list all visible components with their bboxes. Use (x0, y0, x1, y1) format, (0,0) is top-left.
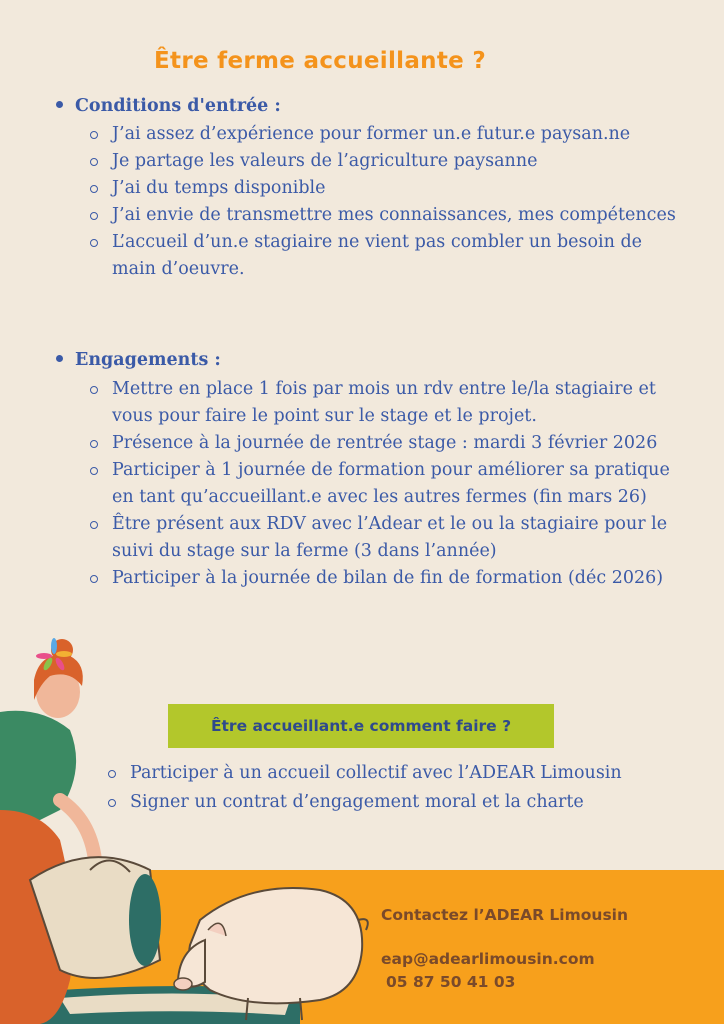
contact-title: Contactez l’ADEAR Limousin (381, 906, 629, 924)
contact-phone[interactable]: 05 87 50 41 03 (386, 973, 516, 991)
conditions-heading (56, 96, 281, 116)
list-item-text: Mettre en place 1 fois par mois un rdv entre le/la stagiaire et vous pour faire le point sur le stage et le projet. (112, 379, 656, 426)
list-item (90, 229, 690, 283)
list-item-text: J’ai envie de transmettre mes connaissances, mes compétences (112, 205, 676, 225)
arm-shape (60, 800, 95, 860)
list-item (90, 202, 690, 229)
list-item-text: J’ai assez d’expérience pour former un.e futur.e paysan.ne (112, 124, 631, 144)
bullet-icon (56, 101, 63, 108)
circle-bullet-icon (90, 239, 98, 247)
list-item (90, 511, 690, 565)
pig-body-shape (189, 888, 362, 1003)
list-item (90, 565, 690, 592)
circle-bullet-icon (90, 386, 98, 394)
list-item (90, 175, 690, 202)
conditions-list (90, 121, 690, 283)
list-item (90, 430, 690, 457)
farmer-pig-illustration (0, 620, 380, 1024)
list-item (108, 788, 708, 817)
list-item-text: Présence à la journée de rentrée stage : mardi 3 février 2026 (112, 433, 658, 453)
list-item-text: Participer à 1 journée de formation pour améliorer sa pratique en tant qu’accueillant.e avec les autres fermes (fin mars 26) (112, 460, 670, 507)
circle-bullet-icon (108, 799, 116, 807)
circle-bullet-icon (90, 440, 98, 448)
list-item-text: J’ai du temps disponible (112, 178, 326, 198)
circle-bullet-icon (90, 212, 98, 220)
list-item-text: L’accueil d’un.e stagiaire ne vient pas combler un besoin de main d’oeuvre. (112, 232, 643, 279)
circle-bullet-icon (90, 158, 98, 166)
circle-bullet-icon (90, 131, 98, 139)
list-item (90, 121, 690, 148)
list-item-text: Être présent aux RDV avec l’Adear et le ou la stagiaire pour le suivi du stage sur la ferme (3 dans l’année) (112, 514, 668, 561)
pig-snout-shape (174, 978, 192, 990)
bucket-opening-shape (129, 874, 161, 966)
list-item (90, 376, 690, 430)
list-item (90, 148, 690, 175)
list-item-text: Signer un contrat d’engagement moral et la charte (130, 792, 584, 812)
bullet-icon (56, 355, 63, 362)
conditions-heading-label: Conditions d'entrée : (75, 96, 281, 116)
circle-bullet-icon (90, 185, 98, 193)
list-item-text: Je partage les valeurs de l’agriculture paysanne (112, 151, 538, 171)
list-item (90, 457, 690, 511)
circle-bullet-icon (108, 770, 116, 778)
list-item-text: Participer à la journée de bilan de fin de formation (déc 2026) (112, 568, 664, 588)
engagements-list (90, 376, 690, 592)
circle-bullet-icon (90, 521, 98, 529)
list-item-text: Participer à un accueil collectif avec l’ADEAR Limousin (130, 763, 622, 783)
how-to-list (108, 759, 708, 817)
engagements-heading-label: Engagements : (75, 350, 221, 370)
list-item (108, 759, 708, 788)
how-to-heading: Être accueillant.e comment faire ? (168, 704, 554, 748)
engagements-heading (56, 350, 221, 370)
page-title: Être ferme accueillante ? (154, 48, 486, 74)
contact-email[interactable]: eap@adearlimousin.com (381, 950, 595, 968)
circle-bullet-icon (90, 575, 98, 583)
circle-bullet-icon (90, 467, 98, 475)
